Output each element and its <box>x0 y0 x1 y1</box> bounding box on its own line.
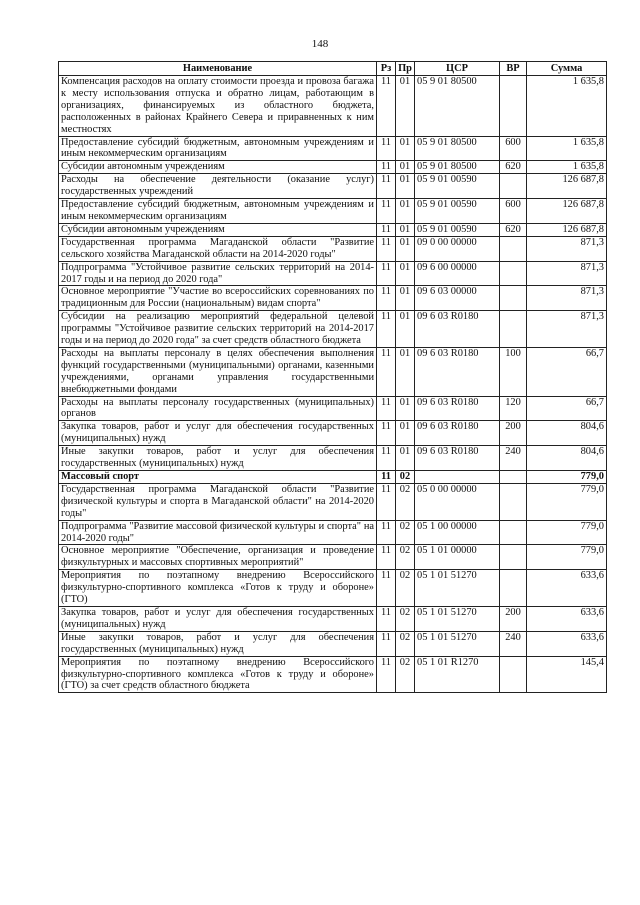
cell-pr: 01 <box>396 76 415 137</box>
cell-csr: 05 0 00 00000 <box>415 483 500 520</box>
cell-vr: 620 <box>500 161 527 174</box>
cell-name: Расходы на выплаты персоналу в целях обеспечения выполнения функций государственными (муниципальными) органами, казенными учреждениями, органами управления государственными внебюджетными фондами <box>59 347 377 396</box>
cell-pr: 01 <box>396 261 415 286</box>
cell-vr <box>500 236 527 261</box>
table-row <box>59 286 607 311</box>
cell-vr: 240 <box>500 446 527 471</box>
cell-vr: 600 <box>500 136 527 161</box>
cell-sum: 779,0 <box>527 483 607 520</box>
cell-vr <box>500 570 527 607</box>
table-row <box>59 76 607 137</box>
cell-name: Мероприятия по поэтапному внедрению Всероссийского физкультурно-спортивного комплекса «Готов к труду и обороне» (ГТО) <box>59 570 377 607</box>
table-row <box>59 174 607 199</box>
table-row <box>59 656 607 693</box>
cell-name: Предоставление субсидий бюджетным, автономным учреждениям и иным некоммерческим организациям <box>59 199 377 224</box>
budget-table <box>58 61 607 693</box>
cell-csr: 09 6 03 R0180 <box>415 446 500 471</box>
cell-sum: 779,0 <box>527 520 607 545</box>
cell-name: Субсидии автономным учреждениям <box>59 161 377 174</box>
cell-vr <box>500 174 527 199</box>
cell-csr: 05 1 00 00000 <box>415 520 500 545</box>
cell-pr: 02 <box>396 606 415 631</box>
cell-name: Компенсация расходов на оплату стоимости проезда и провоза багажа к месту использования отпуска и обратно лицам, работающим в организациях, финансируемых из областного бюджета, расположенных в районах Крайнего Севера и приравненных к ним местностях <box>59 76 377 137</box>
cell-vr: 120 <box>500 396 527 421</box>
cell-sum: 804,6 <box>527 446 607 471</box>
cell-name: Расходы на выплаты персоналу государственных (муниципальных) органов <box>59 396 377 421</box>
cell-pr: 01 <box>396 136 415 161</box>
cell-csr: 09 6 03 R0180 <box>415 311 500 348</box>
cell-sum: 126 687,8 <box>527 199 607 224</box>
cell-pr: 01 <box>396 174 415 199</box>
cell-rz: 11 <box>377 199 396 224</box>
cell-vr <box>500 483 527 520</box>
cell-csr: 09 0 00 00000 <box>415 236 500 261</box>
cell-name: Расходы на обеспечение деятельности (оказание услуг) государственных учреждений <box>59 174 377 199</box>
cell-pr: 01 <box>396 199 415 224</box>
cell-name: Закупка товаров, работ и услуг для обеспечения государственных (муниципальных) нужд <box>59 421 377 446</box>
cell-rz: 11 <box>377 161 396 174</box>
header-name: Наименование <box>59 62 377 76</box>
cell-vr <box>500 261 527 286</box>
cell-rz: 11 <box>377 421 396 446</box>
cell-sum: 779,0 <box>527 471 607 484</box>
cell-sum: 1 635,8 <box>527 136 607 161</box>
cell-name: Государственная программа Магаданской области "Развитие сельского хозяйства Магаданской области на 2014-2020 годы" <box>59 236 377 261</box>
cell-csr: 05 9 01 00590 <box>415 223 500 236</box>
table-row <box>59 545 607 570</box>
table-row <box>59 347 607 396</box>
cell-pr: 01 <box>396 396 415 421</box>
cell-vr: 620 <box>500 223 527 236</box>
table-row <box>59 446 607 471</box>
cell-csr: 05 1 01 51270 <box>415 606 500 631</box>
cell-name: Мероприятия по поэтапному внедрению Всероссийского физкультурно-спортивного комплекса «Готов к труду и обороне» (ГТО) за счет средств областного бюджета <box>59 656 377 693</box>
cell-csr: 09 6 03 R0180 <box>415 421 500 446</box>
cell-vr: 100 <box>500 347 527 396</box>
cell-csr: 05 9 01 80500 <box>415 161 500 174</box>
table-row <box>59 199 607 224</box>
page-number: 148 <box>311 38 329 50</box>
cell-csr: 09 6 00 00000 <box>415 261 500 286</box>
cell-rz: 11 <box>377 396 396 421</box>
cell-name: Массовый спорт <box>59 471 377 484</box>
table-row <box>59 161 607 174</box>
header-vr: ВР <box>500 62 527 76</box>
cell-csr: 05 1 01 R1270 <box>415 656 500 693</box>
cell-name: Основное мероприятие "Участие во всероссийских соревнованиях по традиционным для России (национальным) видам спорта" <box>59 286 377 311</box>
cell-pr: 02 <box>396 545 415 570</box>
cell-pr: 01 <box>396 236 415 261</box>
cell-vr <box>500 545 527 570</box>
cell-rz: 11 <box>377 656 396 693</box>
cell-vr: 200 <box>500 606 527 631</box>
table-header-row <box>59 62 607 76</box>
cell-sum: 126 687,8 <box>527 223 607 236</box>
cell-pr: 02 <box>396 520 415 545</box>
cell-vr <box>500 311 527 348</box>
cell-sum: 66,7 <box>527 396 607 421</box>
table-row <box>59 483 607 520</box>
table-row <box>59 471 607 484</box>
table-row <box>59 236 607 261</box>
cell-sum: 871,3 <box>527 311 607 348</box>
cell-sum: 633,6 <box>527 606 607 631</box>
cell-pr: 01 <box>396 223 415 236</box>
cell-rz: 11 <box>377 236 396 261</box>
cell-csr: 09 6 03 R0180 <box>415 347 500 396</box>
table-row <box>59 396 607 421</box>
cell-rz: 11 <box>377 136 396 161</box>
cell-name: Иные закупки товаров, работ и услуг для обеспечения государственных (муниципальных) нужд <box>59 446 377 471</box>
cell-name: Закупка товаров, работ и услуг для обеспечения государственных (муниципальных) нужд <box>59 606 377 631</box>
header-pr: Пр <box>396 62 415 76</box>
cell-rz: 11 <box>377 261 396 286</box>
cell-sum: 633,6 <box>527 570 607 607</box>
cell-pr: 01 <box>396 286 415 311</box>
cell-rz: 11 <box>377 223 396 236</box>
table-row <box>59 631 607 656</box>
cell-csr: 05 1 01 00000 <box>415 545 500 570</box>
cell-rz: 11 <box>377 570 396 607</box>
cell-rz: 11 <box>377 483 396 520</box>
cell-rz: 11 <box>377 174 396 199</box>
cell-sum: 871,3 <box>527 261 607 286</box>
cell-vr <box>500 471 527 484</box>
cell-name: Иные закупки товаров, работ и услуг для обеспечения государственных (муниципальных) нужд <box>59 631 377 656</box>
cell-rz: 11 <box>377 286 396 311</box>
cell-name: Субсидии на реализацию мероприятий федеральной целевой программы "Устойчивое развитие сельских территорий на 2014-2017 годы и на период до 2020 года" за счет средств областного бюджета <box>59 311 377 348</box>
cell-pr: 02 <box>396 656 415 693</box>
cell-name: Предоставление субсидий бюджетным, автономным учреждениям и иным некоммерческим организациям <box>59 136 377 161</box>
table-row <box>59 223 607 236</box>
cell-name: Субсидии автономным учреждениям <box>59 223 377 236</box>
cell-vr <box>500 286 527 311</box>
cell-sum: 126 687,8 <box>527 174 607 199</box>
cell-rz: 11 <box>377 446 396 471</box>
cell-pr: 01 <box>396 161 415 174</box>
cell-name: Подпрограмма "Развитие массовой физической культуры и спорта" на 2014-2020 годы" <box>59 520 377 545</box>
cell-vr <box>500 656 527 693</box>
cell-csr: 09 6 03 R0180 <box>415 396 500 421</box>
cell-csr: 09 6 03 00000 <box>415 286 500 311</box>
table-row <box>59 421 607 446</box>
cell-pr: 02 <box>396 483 415 520</box>
table-row <box>59 311 607 348</box>
cell-vr <box>500 76 527 137</box>
cell-csr: 05 9 01 00590 <box>415 174 500 199</box>
cell-pr: 02 <box>396 570 415 607</box>
cell-sum: 66,7 <box>527 347 607 396</box>
header-sum: Сумма <box>527 62 607 76</box>
cell-rz: 11 <box>377 520 396 545</box>
cell-sum: 871,3 <box>527 286 607 311</box>
cell-csr: 05 1 01 51270 <box>415 631 500 656</box>
cell-sum: 779,0 <box>527 545 607 570</box>
cell-name: Основное мероприятие "Обеспечение, организация и проведение физкультурных и массовых спортивных мероприятий" <box>59 545 377 570</box>
table-row <box>59 520 607 545</box>
cell-pr: 01 <box>396 446 415 471</box>
table-row <box>59 261 607 286</box>
cell-rz: 11 <box>377 471 396 484</box>
cell-sum: 1 635,8 <box>527 76 607 137</box>
table-row <box>59 606 607 631</box>
cell-vr: 600 <box>500 199 527 224</box>
cell-csr: 05 1 01 51270 <box>415 570 500 607</box>
table-body <box>59 76 607 693</box>
cell-vr: 240 <box>500 631 527 656</box>
cell-rz: 11 <box>377 76 396 137</box>
cell-pr: 01 <box>396 311 415 348</box>
cell-pr: 01 <box>396 421 415 446</box>
cell-name: Государственная программа Магаданской области "Развитие физической культуры и спорта в Магаданской области" на 2014-2020 годы" <box>59 483 377 520</box>
cell-pr: 02 <box>396 471 415 484</box>
cell-rz: 11 <box>377 311 396 348</box>
cell-rz: 11 <box>377 606 396 631</box>
cell-sum: 804,6 <box>527 421 607 446</box>
cell-csr: 05 9 01 00590 <box>415 199 500 224</box>
cell-sum: 633,6 <box>527 631 607 656</box>
cell-pr: 02 <box>396 631 415 656</box>
cell-pr: 01 <box>396 347 415 396</box>
cell-rz: 11 <box>377 545 396 570</box>
cell-vr: 200 <box>500 421 527 446</box>
cell-name: Подпрограмма "Устойчивое развитие сельских территорий на 2014-2017 годы и на период до 2020 года" <box>59 261 377 286</box>
cell-csr: 05 9 01 80500 <box>415 76 500 137</box>
header-csr: ЦСР <box>415 62 500 76</box>
table-row <box>59 136 607 161</box>
cell-csr: 05 9 01 80500 <box>415 136 500 161</box>
cell-rz: 11 <box>377 631 396 656</box>
table-row <box>59 570 607 607</box>
cell-sum: 1 635,8 <box>527 161 607 174</box>
cell-sum: 871,3 <box>527 236 607 261</box>
cell-sum: 145,4 <box>527 656 607 693</box>
header-rz: Рз <box>377 62 396 76</box>
cell-csr <box>415 471 500 484</box>
cell-rz: 11 <box>377 347 396 396</box>
cell-vr <box>500 520 527 545</box>
